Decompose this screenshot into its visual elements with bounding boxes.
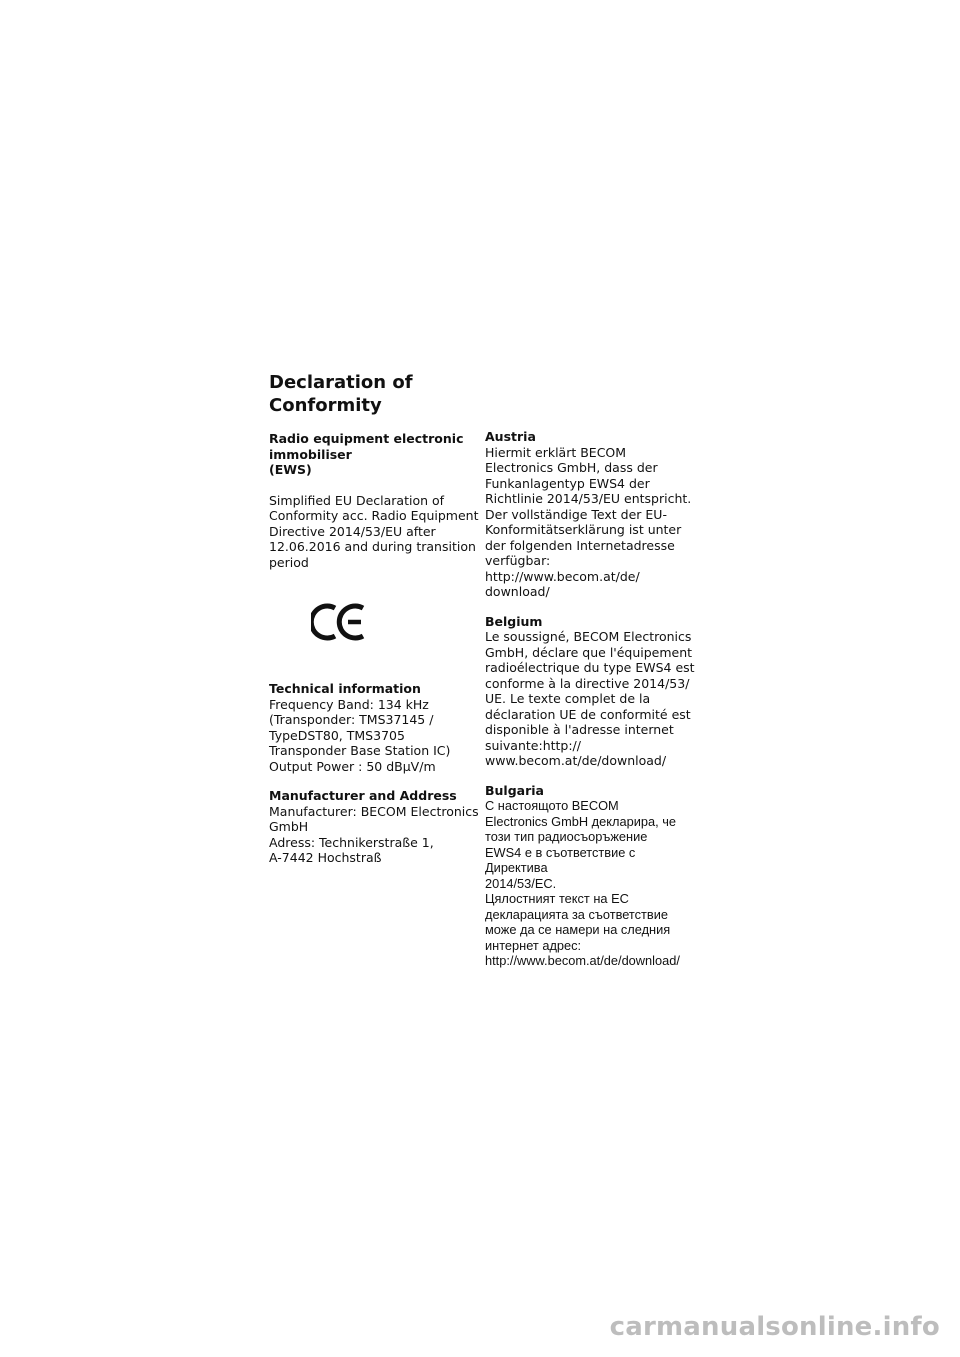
technical-text-line: Frequency Band: 134 kHz (269, 696, 429, 712)
page-title-line-2: Conformity (269, 395, 382, 416)
manufacturer-text-line: Manufacturer: BECOM Electronics (269, 803, 479, 819)
right-column (485, 429, 700, 969)
bulgaria-text-line: С настоящото BECOM (485, 798, 619, 813)
austria-text-line: Richtlinie 2014/53/EU entspricht. (485, 491, 692, 506)
intro-heading-line-2: immobiliser (269, 446, 352, 462)
austria-text-line: der folgenden Internetadresse (485, 537, 675, 553)
intro-text-line: Conformity acc. Radio Equipment (269, 508, 479, 523)
austria-text-line: Konformitätserklärung ist unter (485, 522, 682, 537)
intro-heading-line-1: Radio equipment electronic (269, 431, 464, 446)
bulgaria-text-line: интернет адрес: (485, 937, 582, 953)
bulgaria-text-line: Цялостният текст на ЕС (485, 891, 629, 906)
belgium-text-line: GmbH, déclare que l'équipement (485, 644, 693, 660)
belgium-heading: Belgium (485, 613, 543, 629)
austria-text-line: Hiermit erklärt BECOM (485, 444, 627, 460)
bulgaria-text-line: този тип радиосъоръжение (485, 829, 648, 844)
bulgaria-text-line: EWS4 е в съответствие с (485, 844, 636, 860)
bulgaria-text-line: може да се намери на следния (485, 922, 671, 937)
intro-text-line: Directive 2014/53/EU after (269, 523, 436, 539)
technical-text-line: (Transponder: TMS37145 / (269, 712, 434, 727)
ce-mark-icon (311, 602, 367, 642)
manufacturer-text-line: GmbH (269, 819, 309, 834)
austria-link-line: http://www.becom.at/de/ (485, 568, 640, 584)
manufacturer-text-line: A-7442 Hochstraß (269, 850, 382, 865)
belgium-link-line: www.becom.at/de/download/ (485, 753, 667, 768)
intro-section (269, 431, 479, 570)
bulgaria-text-line: Electronics GmbH декларира, че (485, 813, 676, 829)
belgium-link-line: suivante:http:// (485, 737, 581, 753)
page-title-line-1: Declaration of (269, 372, 413, 393)
belgium-text-line: conforme à la directive 2014/53/ (485, 675, 690, 691)
technical-heading: Technical information (269, 681, 421, 696)
intro-text-line: period (269, 554, 309, 570)
technical-text-line: Transponder Base Station IC) (269, 743, 451, 758)
austria-text-line: Funkanlagentyp EWS4 der (485, 475, 650, 491)
belgium-section (485, 614, 700, 769)
manufacturer-section (269, 788, 479, 866)
bulgaria-heading: Bulgaria (485, 782, 544, 798)
austria-link-line: download/ (485, 584, 550, 599)
watermark: carmanualsonline.info (609, 1312, 940, 1342)
bulgaria-text-line: 2014/53/ЕС. (485, 875, 557, 891)
austria-text-line: verfügbar: (485, 553, 551, 568)
belgium-text-line: radioélectrique du type EWS4 est (485, 660, 695, 675)
intro-text-line: Simplified EU Declaration of (269, 492, 445, 508)
intro-heading-line-3: (EWS) (269, 462, 312, 477)
manufacturer-text-line: Adress: Technikerstraße 1, (269, 834, 434, 850)
belgium-text-line: UE. Le texte complet de la (485, 691, 651, 706)
technical-section (269, 681, 479, 774)
austria-text-line: Der vollständige Text der EU- (485, 506, 667, 522)
austria-text-line: Electronics GmbH, dass der (485, 460, 658, 475)
bulgaria-link-line: http://www.becom.at/de/download/ (485, 953, 680, 968)
austria-section (485, 429, 700, 600)
technical-text-line: Output Power : 50 dBµV/m (269, 758, 436, 774)
belgium-text-line: déclaration UE de conformité est (485, 706, 691, 722)
manufacturer-heading: Manufacturer and Address (269, 788, 457, 803)
intro-text-line: 12.06.2016 and during transition (269, 539, 476, 554)
belgium-text-line: Le soussigné, BECOM Electronics (485, 629, 692, 644)
left-column (269, 431, 479, 570)
technical-text-line: TypeDST80, TMS3705 (269, 727, 405, 743)
bulgaria-text-line: декларацията за съответствие (485, 906, 668, 922)
page-title (269, 371, 469, 417)
bulgaria-text-line: Директива (485, 860, 548, 875)
bulgaria-section (485, 783, 700, 969)
belgium-text-line: disponible à l'adresse internet (485, 722, 674, 737)
austria-heading: Austria (485, 429, 536, 444)
